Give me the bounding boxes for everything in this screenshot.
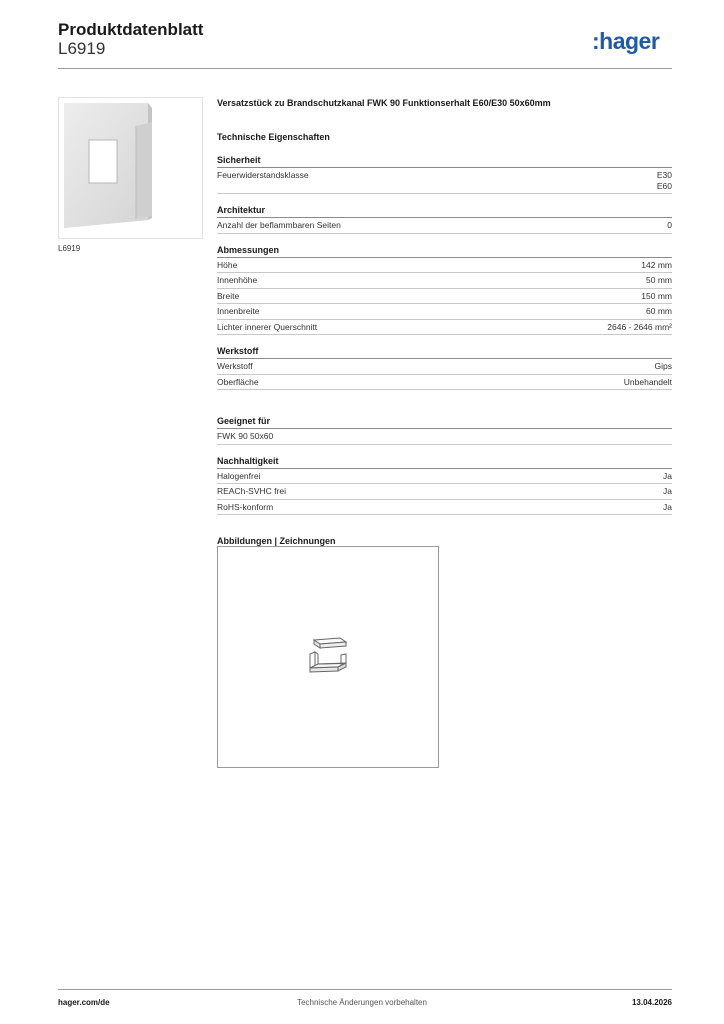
section-title: Abmessungen <box>217 243 672 258</box>
section-abmessungen <box>217 243 672 336</box>
table-row <box>217 304 672 320</box>
section-title: Geeignet für <box>217 414 672 429</box>
table-row <box>217 289 672 305</box>
table-row <box>217 320 672 336</box>
product-description: Versatzstück zu Brandschutzkanal FWK 90 Funktionserhalt E60/E30 50x60mm <box>217 98 551 108</box>
row-label: Werkstoff <box>217 361 253 371</box>
article-number: L6919 <box>58 39 106 58</box>
product-image <box>59 98 202 238</box>
section-title: Nachhaltigkeit <box>217 454 672 469</box>
row-label: Lichter innerer Querschnitt <box>217 321 318 332</box>
row-label: Oberfläche <box>217 376 259 387</box>
footer-website[interactable]: hager.com/de <box>58 998 110 1007</box>
row-value-1: E30 <box>656 170 672 180</box>
row-value: 60 mm <box>646 306 672 316</box>
row-value: Ja <box>663 470 672 481</box>
row-label: Feuerwiderstandsklasse <box>217 170 309 180</box>
section-nachhaltigkeit <box>217 454 672 516</box>
row-value-2: E60 <box>656 180 672 191</box>
drawing-image <box>306 634 354 678</box>
table-row <box>217 273 672 289</box>
row-value: 2646 - 2646 mm² <box>607 321 672 332</box>
section-architektur <box>217 203 672 234</box>
row-label: RoHS-konform <box>217 501 274 512</box>
row-label: Breite <box>217 290 240 301</box>
row-label: Halogenfrei <box>217 470 261 481</box>
section-geeignet <box>217 414 672 445</box>
row-label: Anzahl der beflammbaren Seiten <box>217 220 341 230</box>
table-row <box>217 375 672 391</box>
product-details <box>217 96 672 548</box>
technical-drawing <box>217 546 439 768</box>
footer-date: 13.04.2026 <box>631 998 672 1007</box>
table-row <box>217 484 672 500</box>
row-value: 150 mm <box>641 290 672 301</box>
row-label: REACh-SVHC frei <box>217 486 286 496</box>
product-photo <box>58 97 203 239</box>
row-value <box>657 170 672 191</box>
section-title: Architektur <box>217 203 672 218</box>
section-sicherheit <box>217 153 672 194</box>
hager-logo <box>592 28 674 56</box>
table-row <box>217 500 672 516</box>
document-title: Produktdatenblatt <box>58 20 204 39</box>
section-title: Sicherheit <box>217 153 672 168</box>
row-value: 142 mm <box>641 259 672 270</box>
table-row <box>217 359 672 375</box>
row-value: Ja <box>663 501 672 512</box>
section-title: Werkstoff <box>217 344 672 359</box>
footer-divider <box>58 989 672 990</box>
logo-text: :hager <box>592 28 660 54</box>
table-row <box>217 168 672 194</box>
table-row <box>217 218 672 234</box>
section-werkstoff <box>217 344 672 390</box>
row-value: Ja <box>663 486 672 496</box>
photo-caption: L6919 <box>58 244 81 253</box>
drawings-heading: Abbildungen | Zeichnungen <box>217 536 336 546</box>
table-row <box>217 258 672 274</box>
row-label: Höhe <box>217 259 238 270</box>
row-value: 0 <box>667 220 672 230</box>
technical-heading: Technische Eigenschaften <box>217 132 330 142</box>
row-value: Unbehandelt <box>623 376 672 387</box>
table-row <box>217 429 672 445</box>
row-label: FWK 90 50x60 <box>217 431 274 441</box>
row-value: 50 mm <box>646 275 672 285</box>
row-label: Innenbreite <box>217 306 260 316</box>
row-label: Innenhöhe <box>217 275 258 285</box>
header-divider <box>58 68 672 69</box>
row-value: Gips <box>654 361 672 371</box>
table-row <box>217 469 672 485</box>
footer-disclaimer: Technische Änderungen vorbehalten <box>297 998 427 1007</box>
